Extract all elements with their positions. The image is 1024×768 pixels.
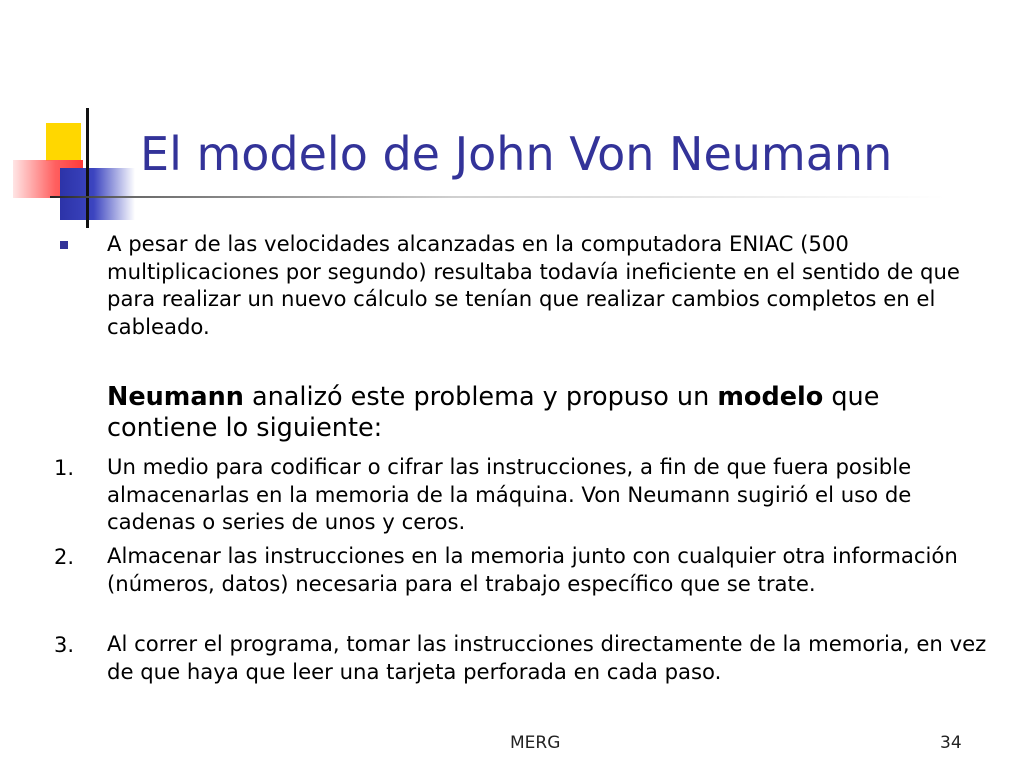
- ornament-vertical-line: [86, 108, 89, 228]
- emphasis-neumann: Neumann: [107, 382, 244, 412]
- list-marker-1: 1.: [54, 456, 75, 480]
- intro-paragraph: [107, 382, 987, 444]
- footer-label: MERG: [510, 733, 561, 753]
- ornament-yellow-square: [46, 123, 81, 161]
- ornament-blue-square: [60, 168, 135, 220]
- intro-end: que contiene lo siguiente:: [107, 382, 880, 443]
- emphasis-modelo: modelo: [717, 382, 824, 412]
- list-item-3: Al correr el programa, tomar las instrucciones directamente de la memoria, en vez de que haya que leer una tarjeta perforada en cada paso.: [107, 631, 987, 684]
- title-underline: [50, 196, 945, 198]
- intro-mid: analizó este problema y propuso un: [243, 382, 718, 412]
- bullet-square-icon: [60, 241, 68, 249]
- page-number: 34: [940, 733, 962, 753]
- list-item-2: Almacenar las instrucciones en la memoria junto con cualquier otra información (números, datos) necesaria para el trabajo específico que se trate.: [107, 543, 958, 596]
- list-marker-2: 2.: [54, 545, 75, 569]
- list-item-1: Un medio para codificar o cifrar las instrucciones, a fin de que fuera posible almacenarlas en la memoria de la máquina. Von Neumann sugirió el uso de cadenas o series de unos y ceros.: [107, 454, 912, 534]
- list-marker-3: 3.: [54, 633, 75, 657]
- bullet-text: A pesar de las velocidades alcanzadas en la computadora ENIAC (500 multiplicaciones por segundo) resultaba todavía ineficiente en el sentido de que para realizar un nuevo cálculo se tenían que realizar cambios completos en el cableado.: [107, 231, 960, 339]
- slide-title: El modelo de John Von Neumann: [140, 127, 893, 181]
